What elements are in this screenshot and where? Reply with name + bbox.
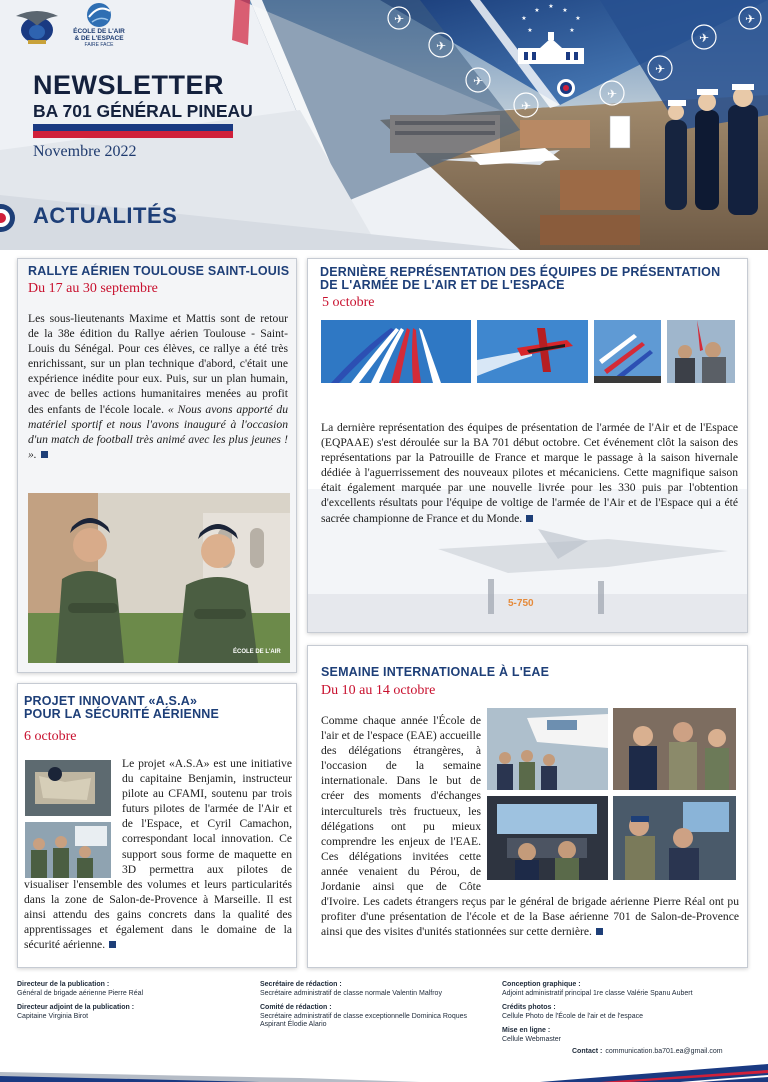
photo-aerobatic-plane xyxy=(477,320,588,383)
photo-patrouille-smoke xyxy=(321,320,471,383)
article-rallye-quote: « Nous avons apporté du matériel sportif et nous l'avons inauguré à l'occasion d'un match de football très animé avec les plus jeunes ! ». xyxy=(28,402,288,461)
article-rallye-text: Les sous-lieutenants Maxime et Mattis sont de retour de la 38e édition du Rallye aérien Toulouse - Saint-Louis du Sénégal. Pour ces élèves, ce rallye a été très enrichissant, sur un plan technique d'abord, c'était une expérience inédite pour eux. Puis, sur un plan humain, avec de belles actions humanitaires menées au profit des enfants de l'école locale. xyxy=(28,312,288,416)
photo-patrouille-formation xyxy=(594,320,661,383)
svg-text:✈: ✈ xyxy=(744,12,756,26)
footer-dir-adj-label: Directeur adjoint de la publication : xyxy=(17,1004,135,1011)
footer-color-band xyxy=(0,1064,768,1082)
footer-col-conception xyxy=(502,981,693,1044)
footer-contact-label: Contact : xyxy=(572,1048,603,1055)
footer-concept-value: Adjoint administratif principal 1re classe Valérie Spanu Aubert xyxy=(502,989,693,997)
globe-icon xyxy=(84,2,114,28)
article-asa-date: 6 octobre xyxy=(24,729,77,744)
svg-text:★: ★ xyxy=(527,27,533,34)
footer-dir-pub-value: Général de brigade aérienne Pierre Réal xyxy=(17,989,144,997)
footer-comite-value1: Secrétaire administratif de classe exceptionnelle Dominica Roques xyxy=(260,1012,467,1020)
article-rallye-body xyxy=(28,311,288,462)
article-asa-text: Le projet «A.S.A» est une initiative du capitaine Benjamin, instructeur pilote au CFAMI, soutenu par trois futurs pilotes de l'armée de l'Air et de l'Espace, et Cyril Camachon, correspondant local innovation. Ce support sous forme de maquette en 3D permettra aux pilotes de visualiser l'ensemble des volumes et leurs particularités dans la zone de Salon-de-Provence à Marseille. Il est ainsi attendu des gains concrets dans la qualité des apprentissages et également dans le domaine de la sécurité aérienne. xyxy=(24,757,292,952)
article-rallye xyxy=(17,258,297,673)
air-force-eagle-logo xyxy=(14,6,60,48)
footer-credits-value: Cellule Photo de l'École de l'air et de l'espace xyxy=(502,1012,643,1020)
newsletter-subtitle: BA 701 GÉNÉRAL PINEAU xyxy=(33,101,253,121)
article-eqpaae-date: 5 octobre xyxy=(322,295,375,310)
svg-text:★: ★ xyxy=(548,3,554,10)
footer-dir-pub-label: Directeur de la publication : xyxy=(17,981,110,988)
section-title-actualites xyxy=(0,201,300,233)
svg-text:★: ★ xyxy=(562,7,568,14)
svg-text:★: ★ xyxy=(569,27,575,34)
article-rallye-date: Du 17 au 30 septembre xyxy=(28,281,158,296)
footer-dir-adj-value: Capitaine Virginia Birot xyxy=(17,1012,89,1020)
footer-sec-label: Secrétaire de rédaction : xyxy=(260,981,342,988)
article-rallye-title: RALLYE AÉRIEN TOULOUSE SAINT-LOUIS xyxy=(28,264,290,278)
footer-mise-value: Cellule Webmaster xyxy=(502,1035,562,1043)
svg-text:✈: ✈ xyxy=(393,12,405,26)
newsletter-month: Novembre 2022 xyxy=(33,143,137,160)
article-semaine-text: Comme chaque année l'École de l'air et de l'espace (EAE) accueille des délégations étrangères, à l'occasion de la semaine internationale. Dans le but de créer des moments d'échanges interculturels très fructueux, les délégations ont pu mieux comprendre les enjeux de l'EAE. Ces délégations invitées cette année venaient du Pérou, de Jordanie ainsi que de Côte d'Ivoire. Les cadets étrangers reçus par le général de brigade aérienne Pierre Réal ont pu profiter d'une présentation de l'école et de la Base aérienne 701 de Salon-de-Provence ainsi que des visites d'unités stationnées sur cette dernière. xyxy=(321,714,739,939)
newsletter-title: NEWSLETTER xyxy=(33,70,224,100)
footer-mise-label: Mise en ligne : xyxy=(502,1027,551,1034)
article-eqpaae-text: La dernière représentation des équipes de présentation de l'armée de l'Air et de l'Espace (EQPAAE) s'est déroulée sur la BA 701 début octobre. Cet événement clôt la saison des représentations par la Patrouille de France et marque le passage à la saison hivernale dédiée à l'aguerrissement des nouveaux pilotes et mécaniciens. Cette magnifique saison était également marquée par une nouvelle livrée pour les 330 puis par l'obtention d'excellents résultats pour l'équipe de voltige de l'armée de l'Air et de l'Espace qui a été sacrée championne de France et du Monde. xyxy=(321,421,738,525)
svg-text:★: ★ xyxy=(575,15,581,22)
svg-text:★: ★ xyxy=(534,7,540,14)
svg-text:✈: ✈ xyxy=(606,87,618,101)
article-eqpaae-title: DERNIÈRE REPRÉSENTATION DES ÉQUIPES DE PRÉSENTATION DE L'ARMÉE DE L'AIR ET DE L'ESPACE xyxy=(320,265,721,292)
footer-sec-value: Secrétaire administratif de classe normale Valentin Malfroy xyxy=(260,989,442,997)
svg-text:✈: ✈ xyxy=(435,39,447,53)
footer-contact-email[interactable]: communication.ba701.ea@gmail.com xyxy=(605,1048,723,1055)
article-eqpaae xyxy=(307,258,748,633)
photo-two-pilots xyxy=(28,493,290,663)
footer-contact xyxy=(572,1048,723,1057)
svg-text:✈: ✈ xyxy=(698,31,710,45)
end-square-icon xyxy=(109,941,116,948)
article-asa-body xyxy=(24,756,292,952)
logo-school-line2: & DE L'ESPACE xyxy=(74,35,124,42)
footer-col-publication xyxy=(17,981,143,1021)
article-eqpaae-body xyxy=(321,420,738,526)
logo-school-motto: FAIRE FACE xyxy=(84,42,114,48)
footer-concept-label: Conception graphique : xyxy=(502,981,581,988)
logo-school-line1: ÉCOLE DE L'AIR xyxy=(73,28,125,35)
photo-spectators xyxy=(667,320,735,383)
article-asa-title-line2: POUR LA SÉCURITÉ AÉRIENNE xyxy=(24,707,220,721)
title-color-bar xyxy=(33,124,233,138)
article-asa-title-line1: PROJET INNOVANT «A.S.A» xyxy=(24,694,198,708)
ecole-air-espace-logo xyxy=(68,2,130,54)
footer-col-redaction xyxy=(260,981,467,1030)
footer-credits-label: Crédits photos : xyxy=(502,1004,556,1011)
article-semaine-title: SEMAINE INTERNATIONALE À L'EAE xyxy=(321,665,550,679)
article-asa xyxy=(17,683,297,968)
svg-text:✈: ✈ xyxy=(520,99,532,113)
footer-comite-value2: Aspirant Élodie Alario xyxy=(260,1021,327,1028)
svg-text:★: ★ xyxy=(521,15,527,22)
aircraft-marking: 5-750 xyxy=(508,598,534,609)
footer-comite-label: Comité de rédaction : xyxy=(260,1004,332,1011)
article-semaine-date: Du 10 au 14 octobre xyxy=(321,683,436,698)
photo-watermark: ÉCOLE DE L'AIR xyxy=(233,649,281,655)
newsletter-footer xyxy=(0,978,768,1082)
article-semaine-internationale xyxy=(307,645,748,968)
end-square-icon xyxy=(41,451,48,458)
end-square-icon xyxy=(596,928,603,935)
svg-text:✈: ✈ xyxy=(472,74,484,88)
end-square-icon xyxy=(526,515,533,522)
section-title-text: ACTUALITÉS xyxy=(33,203,178,228)
roundel-icon xyxy=(0,203,16,233)
article-semaine-body xyxy=(321,713,739,939)
article-asa-title xyxy=(24,695,284,721)
svg-text:✈: ✈ xyxy=(654,62,666,76)
